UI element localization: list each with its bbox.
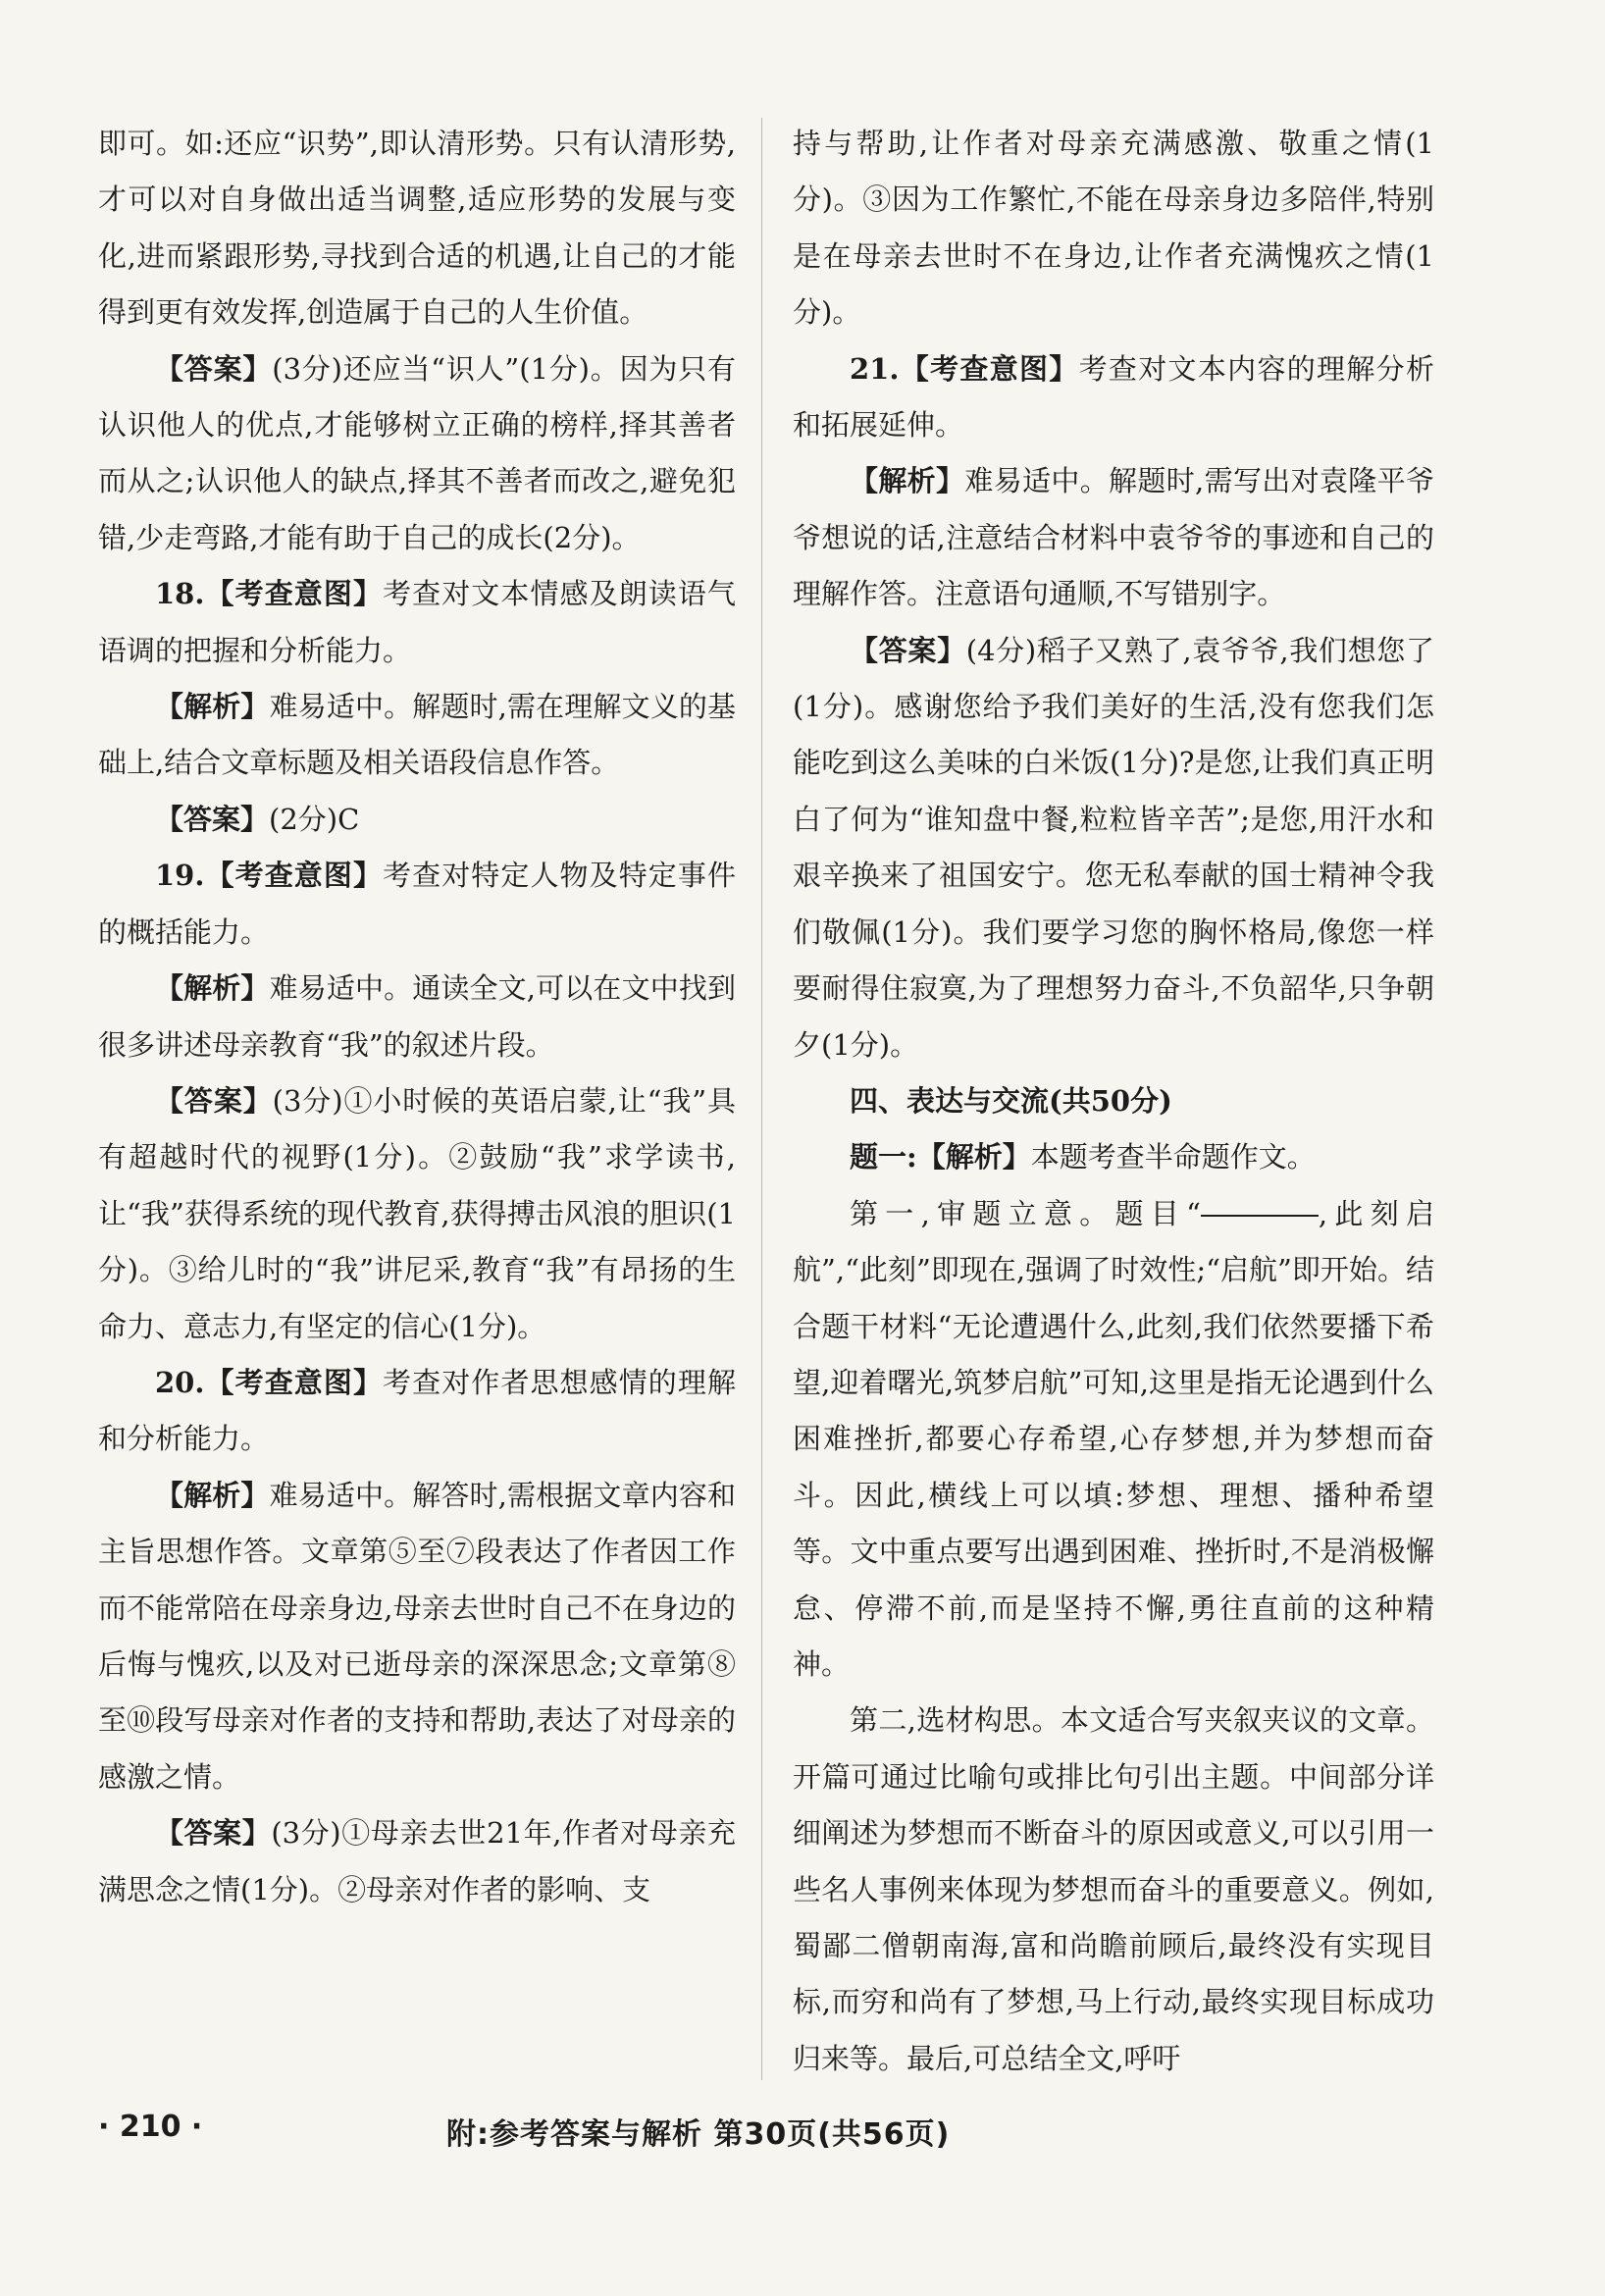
right-column [793,116,1434,2087]
step1-text-a: 第一,审题立意。题目“ [850,1196,1201,1230]
answer-label: 【答案】 [155,351,273,386]
q18-number: 18. [155,577,205,611]
analysis-label: 【解析】 [155,690,270,724]
topic1-analysis [793,1129,1434,1185]
topic1-label: 题一:【解析】 [850,1140,1031,1174]
analysis-label: 【解析】 [850,464,965,498]
footer-title: 附:参考答案与解析 第30页(共56页) [446,2117,951,2152]
q20-number: 20. [155,1365,205,1399]
column-divider [761,118,762,2080]
answer-label: 【答案】 [155,802,270,836]
q20-analysis [98,1468,736,1805]
q18-analysis [98,679,736,792]
step2-paragraph: 第二,选材构思。本文适合写夹叙夹议的文章。开篇可通过比喻句或排比句引出主题。中间部分详细阐述为梦想而不断奋斗的原因或意义,可以引用一些名人事例来体现为梦想而奋斗的重要意义。例如,蜀鄙二僧朝南海,富和尚瞻前顾后,最终没有实现目标,而穷和尚有了梦想,马上行动,最终实现目标成功归来等。最后,可总结全文,呼吁 [793,1703,1434,2075]
q19-intent [98,848,736,961]
intent-text: 考查对文本情感及朗读语气语调的把握和分析能力。 [98,577,736,667]
left-paragraph-1: 即可。如:还应“识势”,即认清形势。只有认清形势,才可以对自身做出适当调整,适应形势的发展与变化,进而紧跟形势,寻找到合适的机遇,让自己的才能得到更有效发挥,创造属于自己的人生价值。 [98,127,736,330]
analysis-label: 【解析】 [155,971,270,1006]
step1-text-b: ,此刻启航”,“此刻”即现在,强调了时效性;“启航”即开始。结合题干材料“无论遭遇什么,此刻,我们依然要播下希望,迎着曙光,筑梦启航”可知,这里是指无论遇到什么困难挫折,都要心存希望,心存梦想,并为梦想而奋斗。因此,横线上可以填:梦想、理想、播种希望等。文中重点要写出遇到困难、挫折时,不是消极懈怠、停滞不前,而是坚持不懈,勇往直前的这种精神。 [793,1196,1435,1681]
page-number: · 210 · [98,2110,203,2144]
step1-paragraph [793,1186,1434,1694]
analysis-text: 难易适中。解题时,需在理解文义的基础上,结合文章标题及相关语段信息作答。 [98,690,736,780]
q20-intent [98,1355,736,1468]
q19-analysis [98,961,736,1073]
q21-number: 21. [850,351,900,386]
q20-answer [98,1805,736,1918]
q21-answer [793,623,1434,1073]
q21-intent [793,341,1434,454]
analysis-text: 难易适中。通读全文,可以在文中找到很多讲述母亲教育“我”的叙述片段。 [98,971,736,1062]
q19-answer [98,1073,736,1355]
section-heading: 四、表达与交流(共50分) [850,1083,1172,1118]
left-answer-paragraph [98,341,736,567]
answer-label: 【答案】 [155,1083,273,1118]
right-paragraph-1: 持与帮助,让作者对母亲充满感激、敬重之情(1分)。③因为工作繁忙,不能在母亲身边多陪伴,特别是在母亲去世时不在身边,让作者充满愧疚之情(1分)。 [793,127,1434,330]
intent-text: 考查对作者思想感情的理解和分析能力。 [98,1365,736,1456]
analysis-label: 【解析】 [155,1478,270,1512]
q19-number: 19. [155,859,205,893]
answer-label: 【答案】 [850,633,966,667]
intent-label: 【考查意图】 [204,1365,384,1399]
left-column [98,116,736,1918]
answer-label: 【答案】 [155,1816,272,1851]
answer-text: (3分)①母亲去世21年,作者对母亲充满思念之情(1分)。②母亲对作者的影响、支 [98,1816,736,1906]
analysis-text: 难易适中。解题时,需写出对袁隆平爷爷想说的话,注意结合材料中袁爷爷的事迹和自己的理解作答。注意语句通顺,不写错别字。 [793,464,1434,611]
q18-intent [98,566,736,679]
answer-text: (2分)C [269,802,360,836]
intent-text: 考查对文本内容的理解分析和拓展延伸。 [793,351,1434,443]
intent-label: 【考查意图】 [899,351,1079,386]
topic1-text: 本题考查半命题作文。 [1030,1140,1316,1174]
intent-label: 【考查意图】 [204,859,384,893]
answer-text: (3分)还应当“识人”(1分)。因为只有认识他人的优点,才能够树立正确的榜样,择其善者而从之;认识他人的缺点,择其不善者而改之,避免犯错,少走弯路,才能有助于自己的成长(2分)。 [98,351,736,554]
title-blank [1201,1214,1319,1217]
answer-text: (4分)稻子又熟了,袁爷爷,我们想您了(1分)。感谢您给予我们美好的生活,没有您我们怎能吃到这么美味的白米饭(1分)?是您,让我们真正明白了何为“谁知盘中餐,粒粒皆辛苦”;是您,用汗水和艰辛换来了祖国安宁。您无私奉献的国士精神令我们敬佩(1分)。我们要学习您的胸怀格局,像您一样要耐得住寂寞,为了理想努力奋斗,不负韶华,只争朝夕(1分)。 [793,633,1434,1062]
q21-analysis [793,453,1434,622]
intent-label: 【考查意图】 [204,577,384,611]
intent-text: 考查对特定人物及特定事件的概括能力。 [98,859,736,949]
analysis-text: 难易适中。解答时,需根据文章内容和主旨思想作答。文章第⑤至⑦段表达了作者因工作而不能常陪在母亲身边,母亲去世时自己不在身边的后悔与愧疚,以及对已逝母亲的深深思念;文章第⑧至⑩段写母亲对作者的支持和帮助,表达了对母亲的感激之情。 [98,1478,736,1794]
answer-text: (3分)①小时候的英语启蒙,让“我”具有超越时代的视野(1分)。②鼓励“我”求学读书,让“我”获得系统的现代教育,获得搏击风浪的胆识(1分)。③给儿时的“我”讲尼采,教育“我”有昂扬的生命力、意志力,有坚定的信心(1分)。 [98,1083,736,1343]
q18-answer [98,792,736,848]
